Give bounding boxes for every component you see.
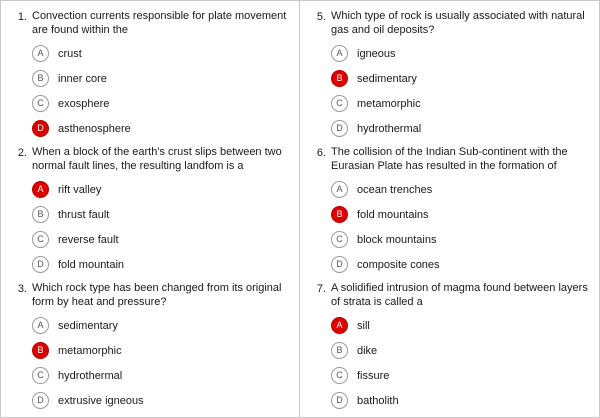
choice-label: batholith xyxy=(357,394,399,407)
question-2 xyxy=(9,145,293,277)
answer-bubble[interactable]: A xyxy=(331,181,348,198)
question-number: 5. xyxy=(316,11,326,23)
choice-label: ocean trenches xyxy=(357,183,433,196)
answer-bubble[interactable]: B xyxy=(32,70,49,87)
choice-option[interactable] xyxy=(32,313,293,338)
answer-bubble[interactable]: C xyxy=(331,367,348,384)
choice-option[interactable] xyxy=(32,66,293,91)
question-body xyxy=(331,281,593,413)
choice-option[interactable] xyxy=(32,41,293,66)
answer-bubble[interactable]: B xyxy=(331,70,348,87)
question-number: 1. xyxy=(17,11,27,23)
question-number: 2. xyxy=(17,147,27,159)
choice-option[interactable] xyxy=(32,388,293,413)
question-body xyxy=(32,9,293,141)
choice-option[interactable] xyxy=(32,91,293,116)
choice-label: sedimentary xyxy=(58,319,118,332)
answer-bubble[interactable]: C xyxy=(331,95,348,112)
answer-bubble[interactable]: C xyxy=(32,367,49,384)
answer-bubble[interactable]: B xyxy=(32,342,49,359)
question-column-right xyxy=(300,1,599,417)
question-stem: Convection currents responsible for plate movement are found within the xyxy=(32,10,287,36)
choice-option[interactable] xyxy=(331,116,593,141)
answer-bubble[interactable]: A xyxy=(331,317,348,334)
choice-option[interactable] xyxy=(32,252,293,277)
answer-bubble[interactable]: D xyxy=(331,392,348,409)
choice-label: inner core xyxy=(58,72,107,85)
choice-label: metamorphic xyxy=(357,97,421,110)
question-stem: Which rock type has been changed from its original form by heat and pressure? xyxy=(32,282,282,308)
choice-option[interactable] xyxy=(331,388,593,413)
choice-label: hydrothermal xyxy=(357,122,422,135)
answer-bubble[interactable]: C xyxy=(32,231,49,248)
question-5 xyxy=(308,9,593,141)
answer-bubble[interactable]: D xyxy=(331,256,348,273)
answer-bubble[interactable]: C xyxy=(32,95,49,112)
choice-option[interactable] xyxy=(331,252,593,277)
choice-option[interactable] xyxy=(32,116,293,141)
answer-bubble[interactable]: A xyxy=(32,45,49,62)
choice-label: metamorphic xyxy=(58,344,122,357)
choice-label: asthenosphere xyxy=(58,122,131,135)
choice-option[interactable] xyxy=(331,227,593,252)
question-7 xyxy=(308,281,593,413)
choice-option[interactable] xyxy=(331,363,593,388)
choice-option[interactable] xyxy=(331,41,593,66)
answer-bubble[interactable]: B xyxy=(32,206,49,223)
choice-option[interactable] xyxy=(331,202,593,227)
answer-bubble[interactable]: A xyxy=(32,181,49,198)
choice-label: exosphere xyxy=(58,97,110,110)
answer-bubble[interactable]: D xyxy=(32,256,49,273)
question-6 xyxy=(308,145,593,277)
choice-option[interactable] xyxy=(32,202,293,227)
choice-label: fold mountains xyxy=(357,208,429,221)
question-body xyxy=(32,281,293,413)
answer-bubble[interactable]: D xyxy=(32,392,49,409)
question-column-left xyxy=(1,1,300,417)
choice-option[interactable] xyxy=(331,66,593,91)
choice-label: crust xyxy=(58,47,82,60)
answer-bubble[interactable]: B xyxy=(331,206,348,223)
answer-bubble[interactable]: B xyxy=(331,342,348,359)
choice-option[interactable] xyxy=(32,363,293,388)
choice-label: fissure xyxy=(357,369,390,382)
choice-label: reverse fault xyxy=(58,233,119,246)
choice-option[interactable] xyxy=(32,338,293,363)
choice-label: rift valley xyxy=(58,183,102,196)
question-1 xyxy=(9,9,293,141)
question-number: 3. xyxy=(17,283,27,295)
choice-label: sill xyxy=(357,319,370,332)
choice-label: igneous xyxy=(357,47,396,60)
answer-bubble[interactable]: A xyxy=(32,317,49,334)
choice-option[interactable] xyxy=(331,338,593,363)
choice-label: fold mountain xyxy=(58,258,125,271)
answer-bubble[interactable]: D xyxy=(32,120,49,137)
choice-label: thrust fault xyxy=(58,208,110,221)
question-stem: A solidified intrusion of magma found between layers of strata is called a xyxy=(331,282,588,308)
choice-label: dike xyxy=(357,344,378,357)
question-number: 7. xyxy=(316,283,326,295)
question-number: 6. xyxy=(316,147,326,159)
choice-label: block mountains xyxy=(357,233,437,246)
choice-option[interactable] xyxy=(32,177,293,202)
choice-label: extrusive igneous xyxy=(58,394,144,407)
question-body xyxy=(32,145,293,277)
choice-option[interactable] xyxy=(331,177,593,202)
choice-label: hydrothermal xyxy=(58,369,123,382)
question-stem: When a block of the earth's crust slips between two normal fault lines, the resulting landfom is a xyxy=(32,146,282,172)
question-stem: The collision of the Indian Sub-continent with the Eurasian Plate has resulted in the formation of xyxy=(331,146,568,172)
question-body xyxy=(331,9,593,141)
answer-bubble[interactable]: D xyxy=(331,120,348,137)
question-body xyxy=(331,145,593,277)
choice-label: composite cones xyxy=(357,258,440,271)
choice-label: sedimentary xyxy=(357,72,417,85)
answer-bubble[interactable]: A xyxy=(331,45,348,62)
question-stem: Which type of rock is usually associated with natural gas and oil deposits? xyxy=(331,10,585,36)
choice-option[interactable] xyxy=(32,227,293,252)
answer-bubble[interactable]: C xyxy=(331,231,348,248)
choice-option[interactable] xyxy=(331,313,593,338)
choice-option[interactable] xyxy=(331,91,593,116)
question-3 xyxy=(9,281,293,413)
